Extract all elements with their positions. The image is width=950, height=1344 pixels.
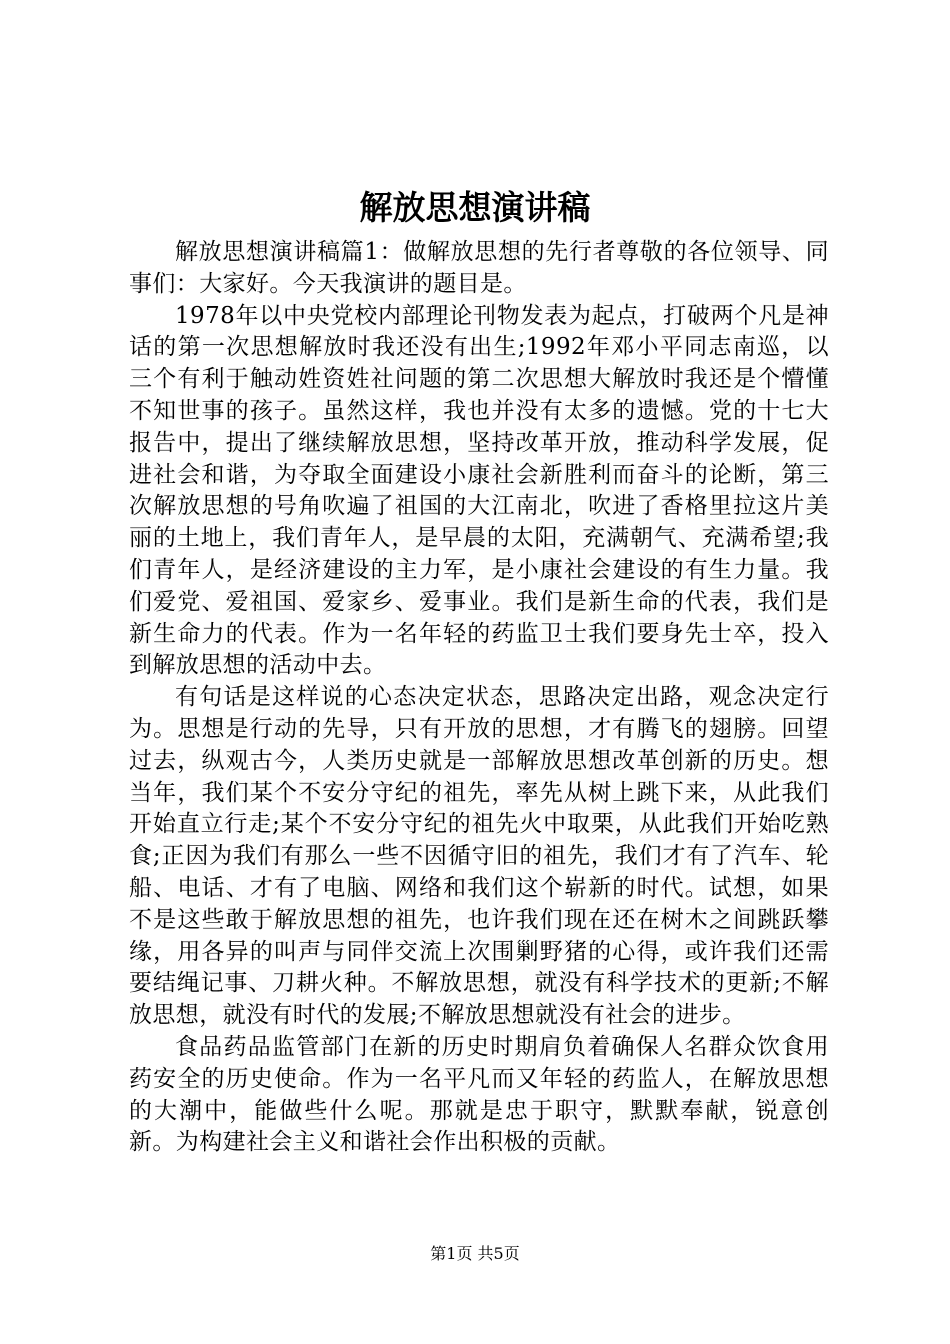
paragraph-2: 1978年以中央党校内部理论刊物发表为起点，打破两个凡是神话的第一次思想解放时我还没有出生;1992年邓小平同志南巡，以三个有利于触动姓资姓社问题的第二次思想大解放时我还是个懵懂不知世事的孩子。虽然这样，我也并没有太多的遗憾。党的十七大报告中，提出了继续解放思想，坚持改革开放，推动科学发展，促进社会和谐，为夺取全面建设小康社会新胜利而奋斗的论断，第三次解放思想的号角吹遍了祖国的大江南北，吹进了香格里拉这片美丽的土地上，我们青年人，是早晨的太阳，充满朝气、充满希望;我们青年人，是经济建设的主力军，是小康社会建设的有生力量。我们爱党、爱祖国、爱家乡、爱事业。我们是新生命的代表，我们是新生命力的代表。作为一名年轻的药监卫士我们要身先士卒，投入到解放思想的活动中去。 bbox=[129, 302, 829, 679]
paragraph-1: 解放思想演讲稿篇1：做解放思想的先行者尊敬的各位领导、同事们：大家好。今天我演讲的题目是。 bbox=[129, 239, 829, 297]
document-title: 解放思想演讲稿 bbox=[359, 188, 591, 227]
document-body bbox=[129, 237, 829, 1159]
paragraph-4: 食品药品监管部门在新的历史时期肩负着确保人名群众饮食用药安全的历史使命。作为一名平凡而又年轻的药监人，在解放思想的大潮中，能做些什么呢。那就是忠于职守，默默奉献，锐意创新。为构建社会主义和谐社会作出积极的贡献。 bbox=[129, 1033, 829, 1156]
page-number-footer: 第1页 共5页 bbox=[430, 1244, 520, 1263]
paragraph-3: 有句话是这样说的心态决定状态，思路决定出路，观念决定行为。思想是行动的先导，只有开放的思想，才有腾飞的翅膀。回望过去，纵观古今，人类历史就是一部解放思想改革创新的历史。想当年，我们某个不安分守纪的祖先，率先从树上跳下来，从此我们开始直立行走;某个不安分守纪的祖先火中取栗，从此我们开始吃熟食;正因为我们有那么一些不因循守旧的祖先，我们才有了汽车、轮船、电话、才有了电脑、网络和我们这个崭新的时代。试想，如果不是这些敢于解放思想的祖先，也许我们现在还在树木之间跳跃攀缘，用各异的叫声与同伴交流上次围剿野猪的心得，或许我们还需要结绳记事、刀耕火种。不解放思想，就没有科学技术的更新;不解放思想，就没有时代的发展;不解放思想就没有社会的进步。 bbox=[129, 684, 829, 1029]
